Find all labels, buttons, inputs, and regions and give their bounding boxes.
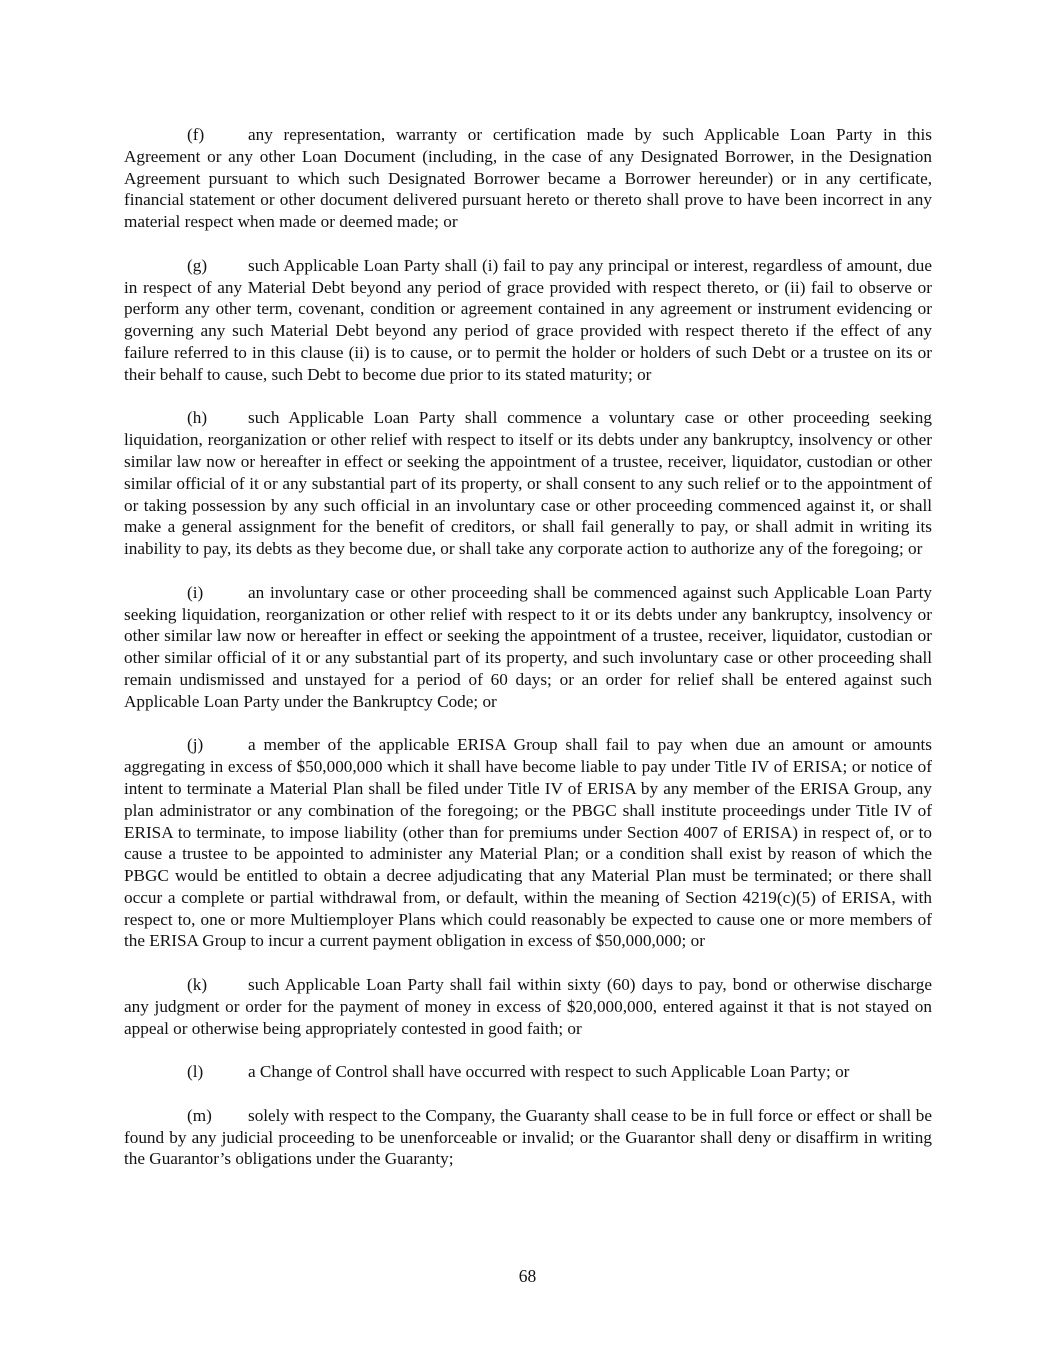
clause-text: such Applicable Loan Party shall fail within sixty (60) days to pay, bond or otherwise discharge any judgment or order for the payment of money in excess of $20,000,000, entered against it that is not stayed on appeal or otherwise being appropriately contested in good faith; or: [124, 975, 932, 1038]
clause-label: (j): [187, 735, 204, 755]
clause-i: [124, 582, 932, 713]
clause-label: (f): [187, 125, 205, 144]
clause-m: [124, 1105, 932, 1170]
clause-label: (h): [187, 408, 208, 428]
clause-text: an involuntary case or other proceeding shall be commenced against such Applicable Loan Party seeking liquidation, reorganization or other relief with respect to it or its debts under any bankruptcy, insolvency or other similar law now or hereafter in effect or seeking the appointment of a trustee, receiver, liquidator, custodian or other similar official of it or any substantial part of its property, and such involuntary case or other proceeding shall remain undismissed and unstayed for a period of 60 days; or an order for relief shall be entered against such Applicable Loan Party under the Bankruptcy Code; or: [124, 582, 932, 711]
clause-h: [124, 407, 932, 560]
clause-label: (k): [187, 975, 208, 995]
clause-label: (g): [187, 255, 208, 275]
clause-label: (m): [187, 1105, 212, 1125]
clause-text: solely with respect to the Company, the Guaranty shall cease to be in full force or effect or shall be found by any judicial proceeding to be unenforceable or invalid; or the Guarantor shall deny or disaffirm in writing the Guarantor’s obligations under the Guaranty;: [124, 1105, 932, 1169]
clause-l: [124, 1061, 932, 1083]
clause-j: [124, 734, 932, 952]
clause-text: such Applicable Loan Party shall (i) fail to pay any principal or interest, regardless of amount, due in respect of any Material Debt beyond any period of grace provided with respect thereto, or (ii) fail to observe or perform any other term, covenant, condition or agreement contained in any agreement or instrument evidencing or governing any such Material Debt beyond any period of grace provided with respect thereto if the effect of any failure referred to in this clause (ii) is to cause, or to permit the holder or holders of such Debt or a trustee on its or their behalf to cause, such Debt to become due prior to its stated maturity; or: [124, 255, 932, 384]
document-body: [124, 124, 932, 1192]
page-number: 68: [518, 1266, 537, 1286]
clause-label: (i): [187, 582, 204, 602]
clause-label: (l): [187, 1062, 204, 1082]
clause-k: [124, 974, 932, 1039]
clause-f: [124, 124, 932, 233]
clause-g: [124, 255, 932, 386]
clause-text: such Applicable Loan Party shall commence a voluntary case or other proceeding seeking liquidation, reorganization or other relief with respect to itself or its debts under any bankruptcy, insolvency or other similar law now or hereafter in effect or seeking the appointment of a trustee, receiver, liquidator, custodian or other similar official of it or any substantial part of its property, or shall consent to any such relief or to the appointment of or taking possession by any such official in an involuntary case or other proceeding commenced against it, or shall make a general assignment for the benefit of creditors, or shall fail generally to pay, or shall admit in writing its inability to pay, its debts as they become due, or shall take any corporate action to authorize any of the foregoing; or: [124, 408, 932, 559]
clause-text: any representation, warranty or certification made by such Applicable Loan Party in this Agreement or any other Loan Document (including, in the case of any Designated Borrower, in the Designation Agreement pursuant to which such Designated Borrower became a Borrower hereunder) or in any certificate, financial statement or other document delivered pursuant hereto or thereto shall prove to have been incorrect in any material respect when made or deemed made; or: [124, 125, 932, 232]
clause-text: a Change of Control shall have occurred with respect to such Applicable Loan Party; or: [248, 1062, 850, 1082]
clause-text: a member of the applicable ERISA Group shall fail to pay when due an amount or amounts aggregating in excess of $50,000,000 which it shall have become liable to pay under Title IV of ERISA; or notice of intent to terminate a Material Plan shall be filed under Title IV of ERISA by any member of the ERISA Group, any plan administrator or any combination of the foregoing; or the PBGC shall institute proceedings under Title IV of ERISA to terminate, to impose liability (other than for premiums under Section 4007 of ERISA) in respect of, or to cause a trustee to be appointed to administer any Material Plan; or a condition shall exist by reason of which the PBGC would be entitled to obtain a decree adjudicating that any Material Plan must be terminated; or there shall occur a complete or partial withdrawal from, or default, within the meaning of Section 4219(c)(5) of ERISA, with respect to, one or more Multiemployer Plans which could reasonably be expected to cause one or more members of the ERISA Group to incur a current payment obligation in excess of $50,000,000; or: [124, 735, 932, 951]
